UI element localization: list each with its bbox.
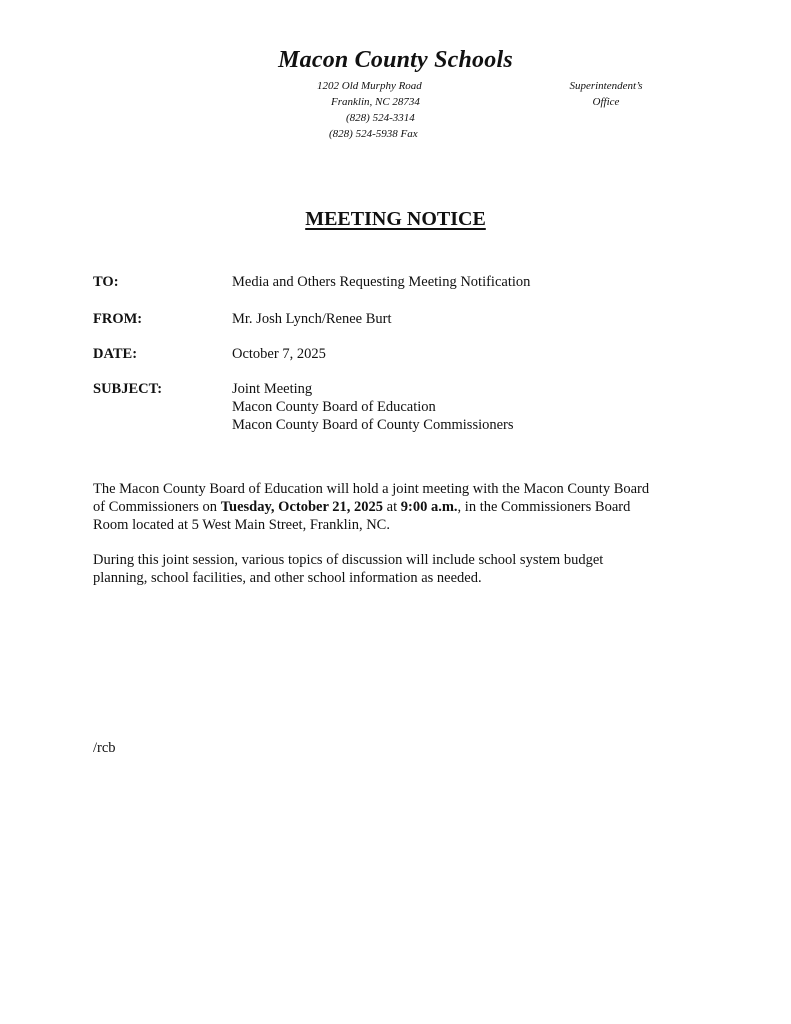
notice-title: MEETING NOTICE xyxy=(305,208,486,230)
paragraph-text: of Commissioners on xyxy=(93,499,221,515)
address-block xyxy=(312,78,422,142)
street-address: 1202 Old Murphy Road xyxy=(317,80,422,92)
to-label: TO: xyxy=(93,274,119,290)
office-line-2: Office xyxy=(592,96,620,108)
from-value: Mr. Josh Lynch/Renee Burt xyxy=(232,311,392,327)
paragraph-text: , in the Commissioners Board xyxy=(457,499,631,515)
subject-line: Macon County Board of Education xyxy=(232,399,436,415)
typist-initials: /rcb xyxy=(93,740,116,756)
meeting-details-paragraph xyxy=(93,480,703,534)
paragraph-line: planning, school facilities, and other school information as needed. xyxy=(93,570,482,586)
meeting-time: 9:00 a.m. xyxy=(400,499,458,515)
office-line-1: Superintendent’s xyxy=(569,80,643,92)
subject-line: Joint Meeting xyxy=(232,381,313,397)
fax-number: (828) 524-5938 Fax xyxy=(329,128,418,140)
date-label: DATE: xyxy=(93,346,138,362)
subject-line: Macon County Board of County Commissioners xyxy=(232,417,514,433)
date-value: October 7, 2025 xyxy=(232,346,326,362)
paragraph-line: Room located at 5 West Main Street, Franklin, NC. xyxy=(93,517,390,533)
discussion-topics-paragraph xyxy=(93,551,703,587)
organization-name: Macon County Schools xyxy=(278,47,513,73)
phone-number: (828) 524-3314 xyxy=(346,112,415,124)
subject-label: SUBJECT: xyxy=(93,381,163,397)
paragraph-line: During this joint session, various topics of discussion will include school system budget xyxy=(93,552,604,568)
paragraph-line xyxy=(93,498,703,516)
subject-value xyxy=(232,380,514,434)
to-value: Media and Others Requesting Meeting Notification xyxy=(232,274,531,290)
office-block xyxy=(561,78,651,110)
meeting-date: Tuesday, October 21, 2025 xyxy=(220,499,384,515)
paragraph-line: The Macon County Board of Education will hold a joint meeting with the Macon County Board xyxy=(93,481,650,497)
paragraph-text: at xyxy=(383,499,401,515)
from-label: FROM: xyxy=(93,311,143,327)
city-state-zip: Franklin, NC 28734 xyxy=(331,96,420,108)
